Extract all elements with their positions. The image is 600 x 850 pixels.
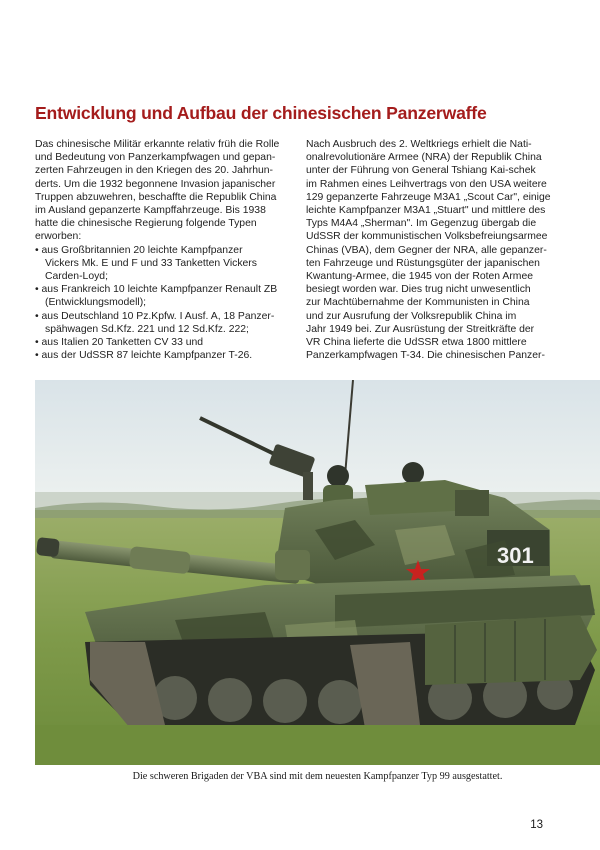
text-line: unter der Führung von General Tshiang Kai-schek [306, 165, 536, 177]
text-line: Vickers Mk. E und F und 33 Tanketten Vickers [45, 257, 257, 269]
text-line: im Ausland gepanzerte Kampffahrzeuge. Bis 1938 [35, 205, 266, 217]
bullet-item-line: • aus Großbritannien 20 leichte Kampfpanzer [35, 244, 243, 256]
text-line: zur Machtübernahme der Kommunisten in China [306, 297, 530, 309]
text-line: und zur Ausrufung der Volksrepublik China im [306, 310, 517, 322]
text-line: onalrevolutionäre Armee (NRA) der Republik China [306, 152, 542, 164]
text-line: VR China lieferte die UdSSR etwa 1800 mittlere [306, 337, 527, 349]
text-line: Jahr 1949 bei. Zur Ausrüstung der Streitkräfte der [306, 323, 535, 335]
bullet-item-line: • aus Italien 20 Tanketten CV 33 und [35, 337, 204, 349]
left-text-column [35, 138, 287, 362]
text-line: UdSSR der kommunistischen Volksbefreiungsarmee [306, 231, 548, 243]
text-line: Nach Ausbruch des 2. Weltkriegs erhielt die Nati- [306, 139, 532, 150]
bullet-item-line: • aus Frankreich 10 leichte Kampfpanzer Renault ZB [35, 284, 278, 296]
text-line: erworben: [35, 231, 82, 243]
text-line: Carden-Loyd; [45, 271, 108, 283]
text-line: ten Fahrzeuge und Rüstungsgüter der japanischen [306, 257, 540, 269]
bullet-item-line: • aus Deutschland 10 Pz.Kpfw. I Ausf. A, 18 Panzer- [35, 310, 275, 322]
tank-photo [35, 380, 600, 765]
text-line: Typs M4A4 „Sherman". Im Gegenzug übergab die [306, 218, 537, 230]
tank-number: 301 [497, 543, 534, 568]
text-line: spähwagen Sd.Kfz. 221 und 12 Sd.Kfz. 222; [45, 323, 249, 335]
text-line: Truppen abzuwehren, beschaffte die Republik China [35, 191, 277, 203]
text-line: Panzerkampfwagen T-34. Die chinesischen Panzer- [306, 350, 545, 362]
text-line: leichte Kampfpanzer M3A1 „Stuart" und mittlere des [306, 205, 546, 217]
text-line: besiegt worden war. Dies trug nicht unwesentlich [306, 284, 531, 296]
right-text-column [306, 138, 565, 362]
bullet-item-line: • aus der UdSSR 87 leichte Kampfpanzer T-26. [35, 350, 253, 362]
section-heading: Entwicklung und Aufbau der chinesischen Panzerwaffe [35, 103, 487, 123]
text-line: hatte die chinesische Regierung folgende Typen [35, 218, 257, 230]
text-line: derts. Um die 1932 begonnene Invasion japanischer [35, 178, 276, 190]
text-line: Chinas (VBA), dem Gegner der NRA, alle gepanzer- [306, 244, 547, 256]
text-line: im Rahmen eines Leihvertrags von den USA weitere [306, 178, 547, 190]
page-number: 13 [530, 819, 543, 831]
photo-caption: Die schweren Brigaden der VBA sind mit dem neuesten Kampfpanzer Typ 99 ausgestattet. [132, 771, 503, 782]
text-line: zerten Fahrzeugen in den Kriegen des 20. Jahrhun- [35, 165, 273, 177]
text-line: Kwantung-Armee, die 1945 von der Roten Armee [306, 271, 533, 283]
text-line: Das chinesische Militär erkannte relativ früh die Rolle [35, 139, 280, 150]
text-line: 129 gepanzerte Fahrzeuge M3A1 „Scout Car", einige [306, 191, 551, 203]
text-line: (Entwicklungsmodell); [45, 297, 147, 309]
text-line: und Bedeutung von Panzerkampfwagen und gepan- [35, 152, 276, 164]
